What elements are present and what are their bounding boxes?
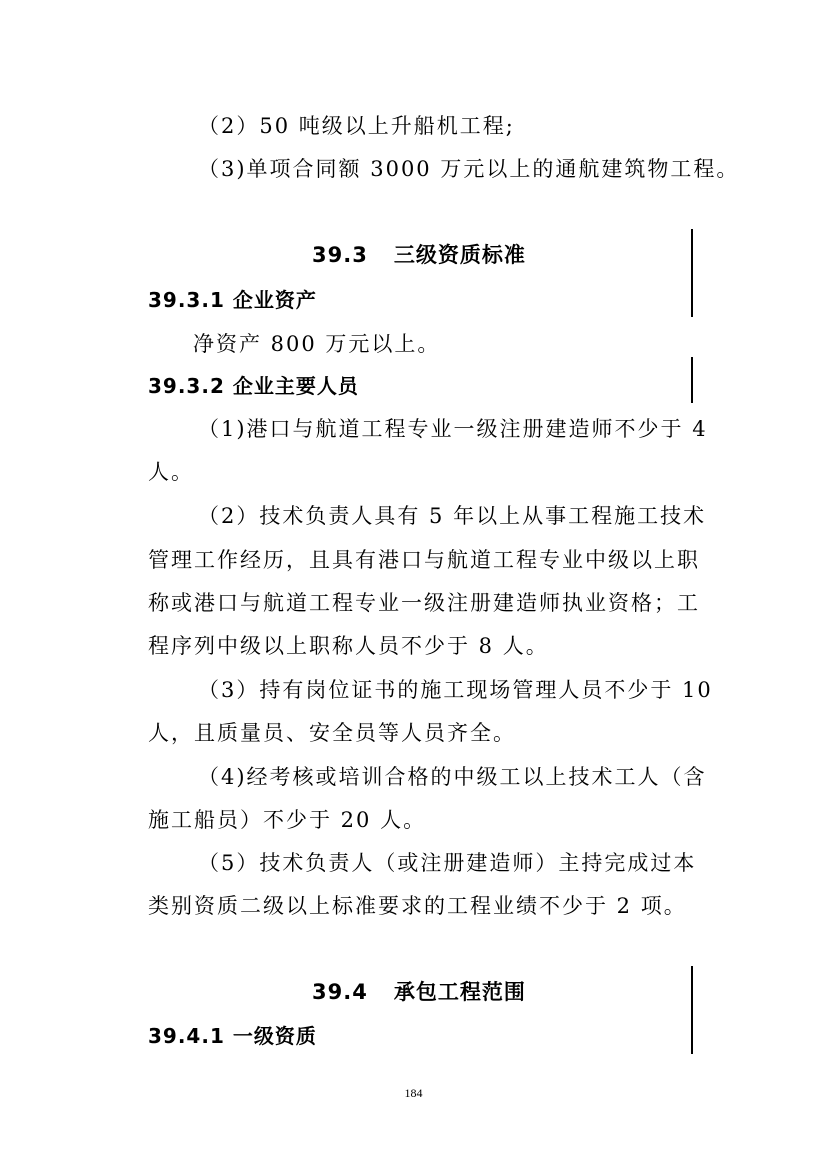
personnel-item-4-line-2: 施工船员）不少于 20 人。: [148, 808, 427, 832]
section-number: 39.3: [312, 243, 368, 267]
item-3-line: （3)单项合同额 3000 万元以上的通航建筑物工程。: [198, 157, 740, 181]
margin-rule: [691, 966, 693, 1054]
personnel-item-2-line-1: （2）技术负责人具有 5 年以上从事工程施工技术: [198, 504, 707, 528]
item-2-line: （2）50 吨级以上升船机工程;: [198, 114, 515, 138]
margin-rule: [691, 229, 693, 317]
personnel-item-3-line-2: 人，且质量员、安全员等人员齐全。: [148, 721, 516, 745]
personnel-item-5-line-1: （5）技术负责人（或注册建造师）主持完成过本: [198, 851, 697, 875]
personnel-item-4-line-1: （4)经考核或培训合格的中级工以上技术工人（含: [198, 765, 707, 789]
net-assets-text: 净资产 800 万元以上。: [193, 332, 441, 356]
subsection-heading-39-4-1: 39.4.1 一级资质: [148, 1024, 317, 1048]
margin-rule: [691, 357, 693, 403]
section-heading-39-3: [312, 239, 526, 269]
personnel-item-5-line-2: 类别资质二级以上标准要求的工程业绩不少于 2 项。: [148, 894, 687, 918]
personnel-item-1-line-1: （1)港口与航道工程专业一级注册建造师不少于 4: [198, 417, 708, 441]
subsection-heading-39-3-1: 39.3.1 企业资产: [148, 288, 317, 312]
section-title: 承包工程范围: [393, 980, 526, 1004]
personnel-item-1-line-2: 人。: [148, 460, 194, 484]
personnel-item-2-line-3: 称或港口与航道工程专业一级注册建造师执业资格；工: [148, 591, 700, 615]
section-number: 39.4: [312, 980, 368, 1004]
section-heading-39-4: [312, 976, 526, 1006]
personnel-item-3-line-1: （3）持有岗位证书的施工现场管理人员不少于 10: [198, 678, 713, 702]
personnel-item-2-line-2: 管理工作经历，且具有港口与航道工程专业中级以上职: [148, 548, 700, 572]
page-number: 184: [404, 1086, 423, 1100]
subsection-heading-39-3-2: 39.3.2 企业主要人员: [148, 374, 359, 398]
personnel-item-2-line-4: 程序列中级以上职称人员不少于 8 人。: [148, 634, 549, 658]
section-title: 三级资质标准: [393, 243, 526, 267]
